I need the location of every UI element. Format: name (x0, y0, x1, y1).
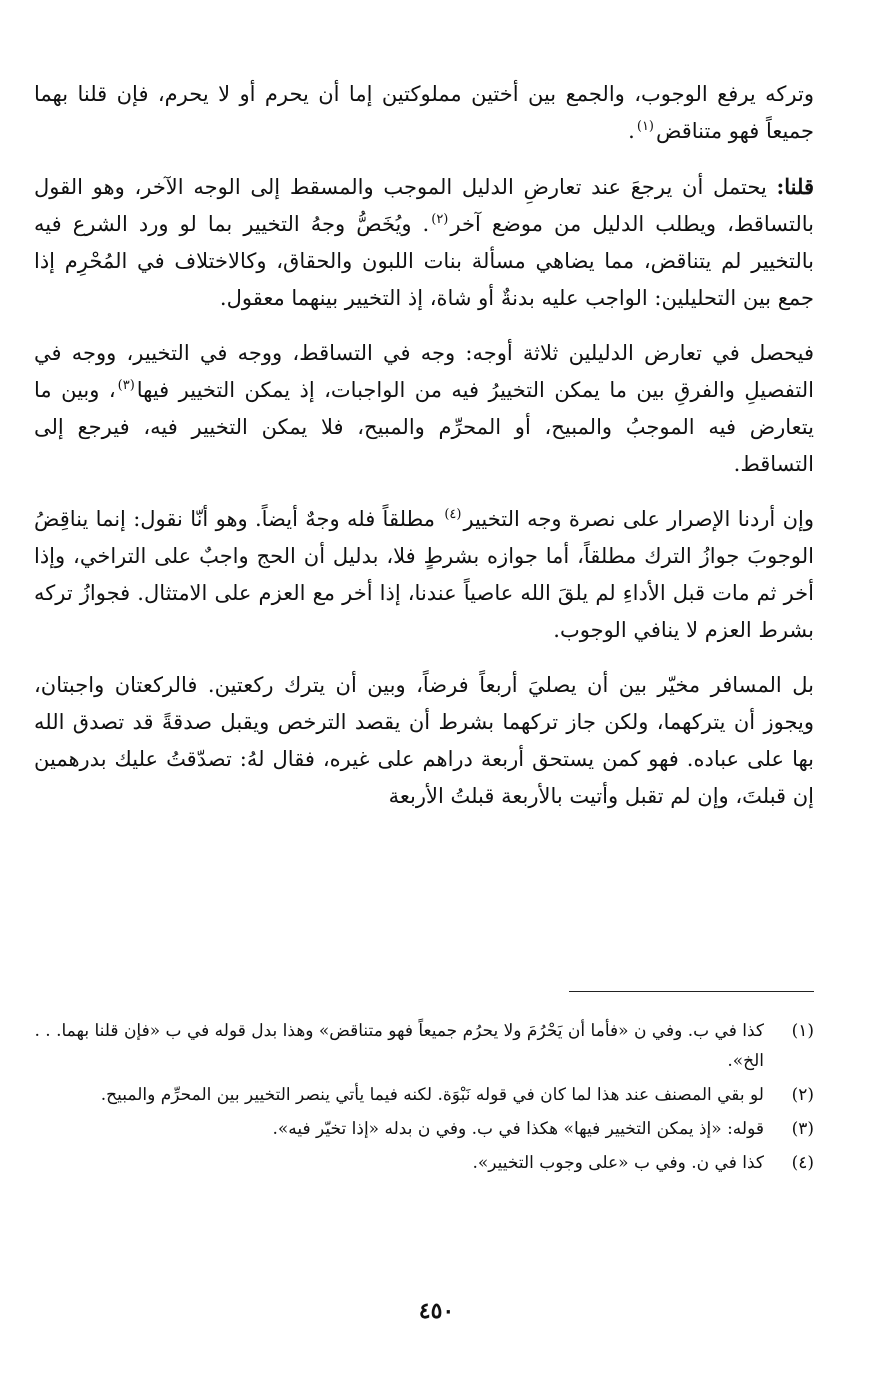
main-text (34, 76, 814, 833)
paragraph-3-text-a: فيحصل في تعارض الدليلين ثلاثة أوجه: وجه في التساقط، ووجه في التخيير، ووجه في التفصيلِ والفرقِ بين ما يمكن التخييرُ فيه من الواجبات، إذ يمكن التخيير فيها (34, 341, 814, 402)
footnote-4 (34, 1148, 814, 1178)
footnote-number: (٣) (791, 1119, 814, 1139)
paragraph-3 (34, 335, 814, 483)
footnote-text: كذا في ن. وفي ب «على وجوب التخيير». (472, 1153, 764, 1173)
footnote-number: (٤) (791, 1153, 814, 1173)
footnote-1 (34, 1016, 814, 1076)
footnote-number: (١) (791, 1021, 814, 1041)
footnote-text: قوله: «إذ يمكن التخيير فيها» هكذا في ب. وفي ن بدله «إذا تخيّر فيه». (272, 1119, 764, 1139)
footnote-ref-3[interactable]: (٣) (117, 378, 135, 393)
page-number: ٤٥٠ (418, 1298, 455, 1324)
paragraph-3-text-b: ، وبين ما يتعارض فيه الموجبُ والمبيح، أو المحرِّم والمبيح، فلا يمكن التخيير فيه، فيرجع إلى التساقط. (34, 378, 814, 476)
paragraph-2-lead: قلنا: (776, 174, 814, 199)
footnote-text: لو بقي المصنف عند هذا لما كان في قوله نَبْوَة. لكنه فيما يأتي ينصر التخيير بين المحرِّم والمبيح. (100, 1085, 764, 1105)
paragraph-1 (34, 76, 814, 150)
footnote-ref-4[interactable]: (٤) (444, 507, 462, 522)
paragraph-4-text-a: وإن أردنا الإصرار على نصرة وجه التخيير (463, 507, 814, 531)
paragraph-4 (34, 501, 814, 649)
footnote-number: (٢) (791, 1085, 814, 1105)
paragraph-2-text-b: . ويُخَصُّ وجهُ التخيير بما لو ورد الشرع فيه بالتخيير لم يتناقض، مما يضاهي مسألة بنات اللبون والحقاق، وكالاختلاف في المُحْرِم إذا جمع بين التحليلين: الواجب عليه بدنةٌ أو شاة، إذ التخيير بينهما معقول. (34, 212, 814, 310)
footnotes (34, 1016, 814, 1182)
paragraph-4-text-b: مطلقاً فله وجهٌ أيضاً. وهو أنّا نقول: إنما يناقِضُ الوجوبَ جوازُ الترك مطلقاً، أما جوازه بشرطٍ فلا، بدليل أن الحج واجبٌ على التراخي، وإذا أخر ثم مات قبل الأداءِ لم يلقَ الله عاصياً عندنا، إذا أخر مع العزم على الامتثال. فجوازُ تركه بشرط العزم لا ينافي الوجوب. (34, 507, 814, 642)
paragraph-2-text-a: يحتمل أن يرجعَ عند تعارضِ الدليل الموجب والمسقط إلى الوجه الآخر، وهو القول بالتساقط، ويطلب الدليل من موضع آخر (34, 175, 814, 236)
footnote-text: كذا في ب. وفي ن «فأما أن يَحْرُمَ ولا يحرُم جميعاً فهو متناقض» وهذا بدل قوله في ب «فإن قلنا بهما. . . الخ». (34, 1021, 764, 1071)
paragraph-5 (34, 667, 814, 815)
footnote-divider (569, 991, 814, 992)
footnote-2 (34, 1080, 814, 1110)
paragraph-2 (34, 168, 814, 317)
paragraph-1-text: وتركه يرفع الوجوب، والجمع بين أختين مملوكتين إما أن يحرم أو لا يحرم، فإن قلنا بهما جميعاً فهو متناقض (34, 82, 814, 143)
paragraph-5-text: بل المسافر مخيّر بين أن يصليَ أربعاً فرضاً، وبين أن يترك ركعتين. فالركعتان واجبتان، ويجوز أن يتركهما، ولكن جاز تركهما بشرط أن يقصد الترخص ويقبل صدقةً قد تصدق الله بها على عباده. فهو كمن يستحق أربعة دراهم على غيره، فقال لهُ: تصدّقتُ عليك بدرهمين إن قبلتَ، وإن لم تقبل وأتيت بالأربعة قبلتُ الأربعة (34, 673, 814, 808)
paragraph-1-end: . (628, 119, 635, 143)
footnote-3 (34, 1114, 814, 1144)
footnote-ref-2[interactable]: (٢) (431, 212, 449, 227)
footnote-ref-1[interactable]: (١) (636, 119, 654, 134)
